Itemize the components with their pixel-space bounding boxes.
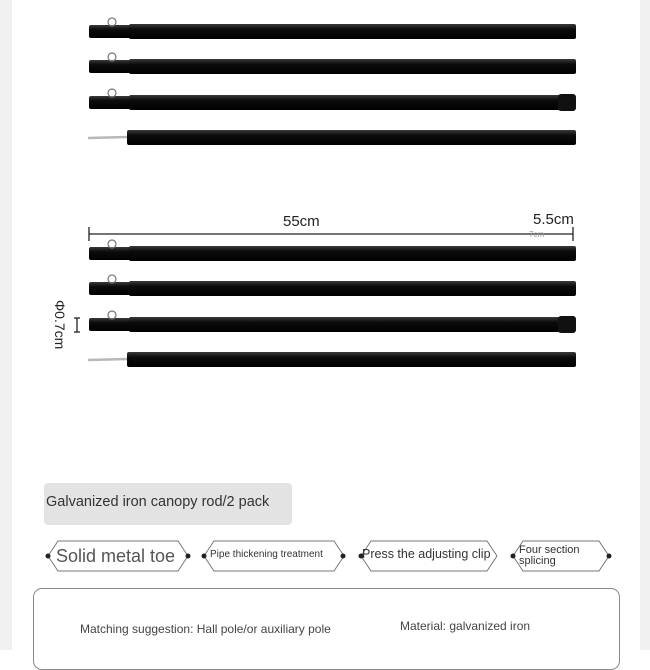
- diameter-label: Φ0.7cm: [52, 300, 68, 350]
- dimension-line: [89, 227, 573, 241]
- rod-8: [88, 352, 576, 367]
- diameter-marker: [74, 318, 80, 332]
- end-length-label: 5.5cm: [533, 211, 574, 228]
- feature-label-line2: splicing: [519, 555, 556, 567]
- rod-4: [88, 130, 576, 145]
- length-label: 55cm: [283, 213, 320, 230]
- feature-four-section: [509, 538, 613, 574]
- material-info: Material: galvanized iron: [400, 619, 531, 633]
- feature-label: Solid metal toe: [56, 546, 176, 566]
- small-length-label: 7cm: [529, 230, 545, 239]
- rod-1: [89, 18, 576, 39]
- rod-group-bottom: [88, 240, 576, 367]
- feature-adjusting-clip: [357, 538, 501, 574]
- product-title: Galvanized iron canopy rod/2 pack: [46, 494, 270, 510]
- rod-group-top: [88, 18, 576, 145]
- feature-label-line1: Four section: [519, 544, 580, 556]
- rod-2: [89, 53, 576, 74]
- feature-label: Pipe thickening treatment: [210, 549, 323, 560]
- matching-suggestion: Matching suggestion: Hall pole/or auxiliary pole: [80, 622, 331, 636]
- rod-7: [89, 311, 576, 333]
- feature-solid-metal-toe: [44, 538, 192, 574]
- feature-label: Press the adjusting clip: [362, 547, 491, 561]
- info-box: [33, 588, 620, 670]
- rod-3: [89, 89, 576, 111]
- rod-6: [89, 275, 576, 296]
- product-title-box: [44, 483, 292, 525]
- rod-5: [89, 240, 576, 261]
- feature-pipe-thickening: [200, 538, 348, 574]
